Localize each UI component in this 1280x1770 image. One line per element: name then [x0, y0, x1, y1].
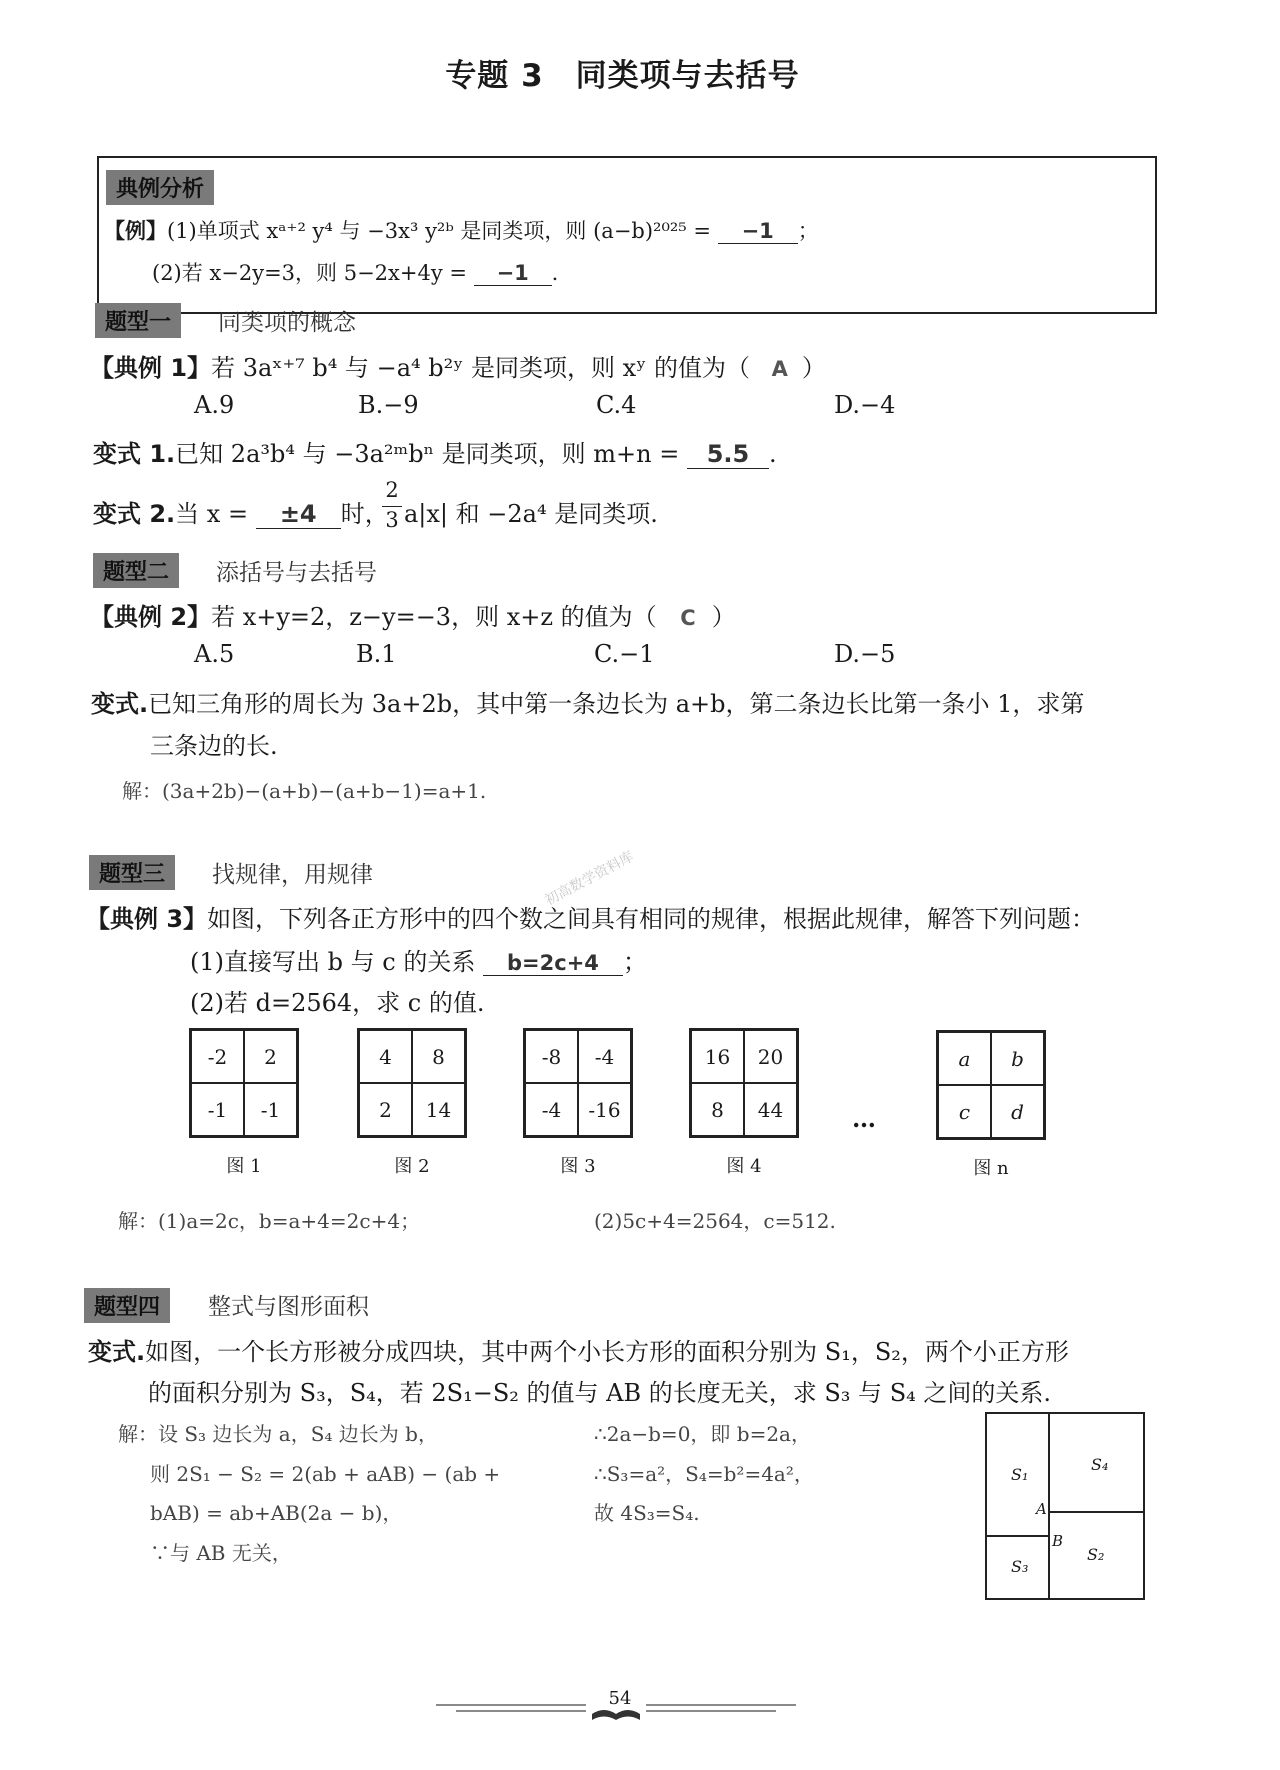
type1-example-end: ）: [801, 354, 826, 382]
type2-example-end: ）: [711, 603, 736, 631]
type1-variant2-text2: 时，: [340, 500, 389, 528]
grid-cell: -1: [244, 1083, 297, 1136]
type1-variant2-text1: 当 x =: [175, 500, 249, 528]
type2-variant-line1: [91, 684, 1084, 719]
grid-figure-n: [936, 1030, 1046, 1140]
figure-label-s3: S₃: [1011, 1557, 1029, 1576]
type3-q1-answer: b=2c+4: [483, 951, 623, 976]
type3-example-prefix: 【典例 3】: [86, 905, 208, 933]
figure-label-a: A: [1036, 1500, 1047, 1518]
type3-solution-1: 解：(1)a=2c，b=a+4=2c+4；: [118, 1209, 421, 1233]
grid-caption-2: 图 2: [394, 1156, 430, 1177]
type4-label: 题型四: [84, 1288, 170, 1323]
type4-solution-right-1: ∴2a−b=0，即 b=2a，: [594, 1422, 811, 1446]
type1-example-answer: A: [771, 357, 788, 381]
example-q1-text: (1)单项式 xᵃ⁺² y⁴ 与 −3x³ y²ᵇ 是同类项，则 (a−b)²⁰²⁵ =: [167, 219, 711, 243]
type3-title: 找规律，用规律: [212, 862, 373, 888]
type1-variant2: [93, 494, 389, 529]
type1-label: 题型一: [95, 303, 181, 338]
grid-cell: c: [938, 1085, 991, 1138]
type1-title: 同类项的概念: [218, 310, 356, 336]
figure-label-s2: S₂: [1087, 1545, 1105, 1564]
grid-cell: a: [938, 1032, 991, 1085]
type1-choice-b: B.−9: [358, 391, 419, 419]
type1-variant1: [93, 434, 777, 469]
type1-example-prefix: 【典例 1】: [90, 354, 212, 382]
area-figure: [985, 1412, 1147, 1602]
type1-choice-a: A.9: [194, 391, 235, 419]
grid-figure-1: [189, 1028, 299, 1138]
grid-cell: 8: [691, 1083, 744, 1136]
example-box-label: 典例分析: [106, 170, 214, 205]
type4-variant-prefix: 变式.: [88, 1338, 146, 1366]
grid-cell: d: [991, 1085, 1044, 1138]
example-q1: [104, 215, 819, 245]
type1-variant1-answer: 5.5: [687, 440, 769, 469]
grid-caption-4: 图 4: [726, 1156, 762, 1177]
fraction-denominator: 3: [385, 508, 399, 532]
type4-solution-right-3: 故 4S₃=S₄.: [594, 1501, 700, 1525]
type2-example-text: 若 x+y=2，z−y=−3，则 x+z 的值为（: [211, 603, 657, 631]
grid-caption-3: 图 3: [560, 1156, 596, 1177]
example-q1-end: ；: [797, 219, 819, 243]
type3-q2: (2)若 d=2564，求 c 的值.: [190, 989, 485, 1017]
example-q2-text: (2)若 x−2y=3，则 5−2x+4y =: [152, 261, 467, 285]
example-q1-prefix: 【例】: [104, 219, 167, 243]
type4-title: 整式与图形面积: [208, 1294, 369, 1320]
type2-solution: 解：(3a+2b)−(a+b)−(a+b−1)=a+1.: [122, 779, 487, 803]
type2-example: [90, 597, 736, 632]
grid-cell: -4: [578, 1030, 631, 1083]
grid-caption-n: 图 n: [973, 1158, 1009, 1179]
type1-example-text: 若 3aˣ⁺⁷ b⁴ 与 −a⁴ b²ʸ 是同类项，则 xʸ 的值为（: [211, 354, 750, 382]
page-number: 54: [608, 1688, 632, 1709]
grid-figure-4: [689, 1028, 799, 1138]
example-q1-answer: −1: [718, 219, 798, 244]
grid-cell: 14: [412, 1083, 465, 1136]
type4-solution-left-1: 解：设 S₃ 边长为 a，S₄ 边长为 b，: [118, 1422, 438, 1446]
grid-cell: 8: [412, 1030, 465, 1083]
type4-variant-line1: [88, 1332, 1069, 1367]
type2-title: 添括号与去括号: [216, 560, 377, 586]
type3-q1-text: (1)直接写出 b 与 c 的关系: [190, 948, 476, 976]
type1-variant2-answer: ±4: [256, 500, 341, 529]
type1-variant1-text: 已知 2a³b⁴ 与 −3a²ᵐbⁿ 是同类项，则 m+n =: [175, 440, 680, 468]
type3-solution-2: (2)5c+4=2564，c=512.: [594, 1209, 836, 1233]
type2-variant-text1: 已知三角形的周长为 3a+2b，其中第一条边长为 a+b，第二条边长比第一条小 1，求第: [148, 690, 1085, 718]
grid-cell: 2: [244, 1030, 297, 1083]
example-q2-answer: −1: [474, 261, 552, 286]
type4-solution-left-3: bAB) = ab+AB(2a − b)，: [150, 1501, 403, 1525]
type1-choice-d: D.−4: [834, 391, 896, 419]
type3-example-text: 如图，下列各正方形中的四个数之间具有相同的规律，根据此规律，解答下列问题：: [207, 905, 1096, 933]
grid-cell: -8: [525, 1030, 578, 1083]
ellipsis: …: [852, 1104, 876, 1133]
grid-cell: -4: [525, 1083, 578, 1136]
type1-choice-c: C.4: [596, 391, 637, 419]
grid-figure-2: [357, 1028, 467, 1138]
grid-cell: b: [991, 1032, 1044, 1085]
page-title: 专题 3 同类项与去括号: [445, 58, 800, 94]
grid-cell: -16: [578, 1083, 631, 1136]
figure-label-s1: S₁: [1011, 1465, 1029, 1484]
type2-choice-a: A.5: [194, 640, 235, 668]
type3-example: [86, 899, 1095, 934]
type4-solution-right-2: ∴S₃=a²，S₄=b²=4a²，: [594, 1462, 814, 1486]
figure-label-b: B: [1052, 1532, 1064, 1550]
fraction-numerator: 2: [385, 478, 399, 502]
type2-example-prefix: 【典例 2】: [90, 603, 212, 631]
type3-q1-end: ；: [622, 948, 647, 976]
type2-choice-c: C.−1: [594, 640, 655, 668]
grid-cell: -2: [191, 1030, 244, 1083]
type1-variant2-text3: a|x| 和 −2a⁴ 是同类项.: [404, 500, 658, 528]
type1-variant1-end: .: [768, 440, 777, 468]
type3-q1: [190, 942, 647, 977]
figure-label-s4: S₄: [1091, 1455, 1109, 1474]
type3-label: 题型三: [89, 855, 175, 890]
type2-choice-b: B.1: [356, 640, 397, 668]
type4-variant-text1: 如图，一个长方形被分成四块，其中两个小长方形的面积分别为 S₁，S₂，两个小正方形: [145, 1338, 1069, 1366]
type2-variant-line2: 三条边的长.: [150, 732, 278, 760]
grid-cell: 44: [744, 1083, 797, 1136]
grid-caption-1: 图 1: [226, 1156, 262, 1177]
grid-cell: 2: [359, 1083, 412, 1136]
type4-solution-left-4: ∵与 AB 无关，: [150, 1541, 292, 1565]
type1-variant1-prefix: 变式 1.: [93, 440, 176, 468]
type4-solution-left-2: 则 2S₁ − S₂ = 2(ab + aAB) − (ab +: [150, 1462, 501, 1486]
type2-choice-d: D.−5: [834, 640, 896, 668]
fraction-bar: [382, 506, 402, 507]
grid-cell: 4: [359, 1030, 412, 1083]
type2-variant-prefix: 变式.: [91, 690, 149, 718]
type2-label: 题型二: [93, 553, 179, 588]
type2-example-answer: C: [680, 606, 696, 630]
type4-variant-line2: 的面积分别为 S₃，S₄，若 2S₁−S₂ 的值与 AB 的长度无关，求 S₃ 与 S₄ 之间的关系.: [148, 1379, 1052, 1407]
grid-figure-3: [523, 1028, 633, 1138]
example-q2: [152, 257, 558, 287]
type1-example: [90, 348, 826, 383]
grid-cell: 16: [691, 1030, 744, 1083]
figure-outer-rect: [986, 1413, 1144, 1599]
grid-cell: -1: [191, 1083, 244, 1136]
watermark: 初高数学资料库: [542, 848, 637, 909]
example-q2-end: .: [551, 261, 559, 285]
type1-variant2-prefix: 变式 2.: [93, 500, 176, 528]
grid-cell: 20: [744, 1030, 797, 1083]
